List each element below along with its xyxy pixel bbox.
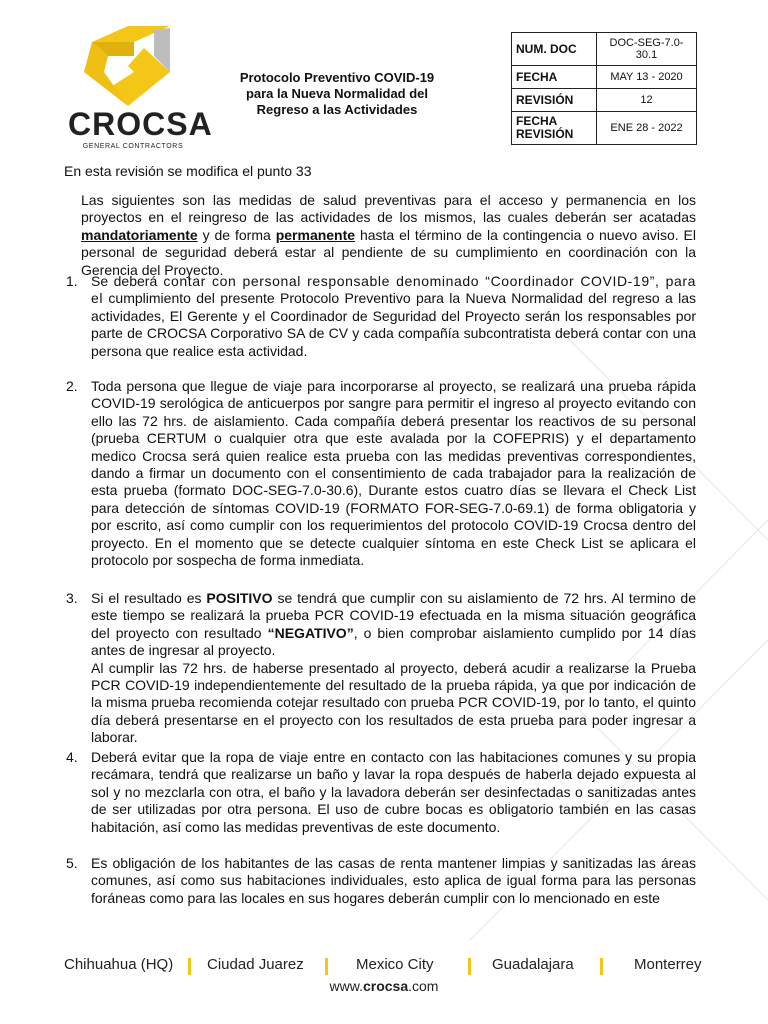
- fecha-revision-value: ENE 28 - 2022: [597, 112, 697, 145]
- footer-city: Chihuahua (HQ): [64, 956, 174, 973]
- footer-city: Mexico City: [356, 956, 434, 973]
- title-line-1: Protocolo Preventivo COVID-19: [239, 70, 435, 85]
- revision-note: En esta revisión se modifica el punto 33: [64, 163, 312, 179]
- footer-separator: [325, 958, 328, 975]
- footer-city: Guadalajara: [492, 956, 574, 973]
- footer-city: Ciudad Juarez: [207, 956, 304, 973]
- logo-mark-icon: [84, 26, 180, 108]
- list-item-number: 2.: [66, 378, 78, 394]
- revision-label: REVISIÓN: [512, 89, 597, 112]
- footer-separator: [188, 958, 191, 975]
- footer-separator: [468, 958, 471, 975]
- item-3-paragraph-1: [91, 590, 696, 660]
- list-item-text: Deberá evitar que la ropa de viaje entre en contacto con las habitaciones comunes y su propia recámara, tendrá que realizarse un baño y lavar la ropa después de haberla dejado expuesta al sol y no mezclarla con otra, el baño y la lavadora deberán ser desinfectadas o sanitizadas antes de ser utilizadas por otra persona. El uso de cubre bocas es obligatorio también en las casas habitación, así como las medidas preventivas de este documento.: [91, 749, 696, 835]
- num-doc-label: NUM. DOC: [512, 33, 597, 66]
- footer-website[interactable]: [0, 978, 768, 994]
- fecha-revision-label-line-1: FECHA: [516, 114, 558, 128]
- logo-wordmark: CROCSA: [68, 106, 213, 142]
- footer-cities: [64, 956, 704, 978]
- title-line-2: para la Nueva Normalidad del: [245, 86, 429, 101]
- list-item-number: 5.: [66, 855, 78, 871]
- intro-text-1: Las siguientes son las medidas de salud preventivas para el acceso y permanencia en los proyectos en el reingreso de las actividades de los mismos, las cuales deberán ser acatadas: [81, 192, 696, 226]
- item-1-lead: Se deberá: [91, 273, 158, 289]
- intro-text-2: y de forma: [197, 226, 276, 243]
- title-line-3: Regreso a las Actividades: [256, 102, 418, 117]
- website-brand: crocsa: [362, 978, 409, 994]
- crocsa-logo: [68, 26, 213, 150]
- fecha-revision-label-line-2: REVISIÓN: [516, 127, 574, 141]
- fecha-label: FECHA: [512, 66, 597, 89]
- intro-text-3: hasta el término de la contingencia o nuevo aviso. El personal de seguridad deberá estar al pendiente de su cumplimiento en coordinación con la Gerencia del Proyecto.: [81, 226, 696, 278]
- list-item-text: Es obligación de los habitantes de las casas de renta mantener limpias y sanitizadas las áreas comunes, así como sus habitaciones individuales, esto aplica de igual forma para las personas foráneas como para las locales en sus hogares deberán cumplir con lo mencionado en este: [91, 855, 696, 906]
- item-1-rest: cumplimiento del presente Protocolo Preventivo para la Nueva Normalidad del regreso a las actividades, El Gerente y el Coordinador de Seguridad del Proyecto serán los responsables por parte de CROCSA Corporativo SA de CV y cada compañía subcontratista deberá contar con una persona que realice esta actividad.: [91, 290, 696, 359]
- item-3-positivo: POSITIVO: [206, 590, 273, 606]
- item-3-negativo: “NEGATIVO”: [267, 624, 354, 641]
- footer-city: Monterrey: [634, 956, 702, 973]
- fecha-value: MAY 13 - 2020: [597, 66, 697, 89]
- item-3-text-c: , o bien comprobar aislamiento cumplido por 14 días antes de ingresar al proyecto.: [91, 624, 696, 659]
- revision-value: 12: [597, 89, 697, 112]
- list-item-text: [91, 590, 696, 747]
- website-suffix: .com: [408, 978, 439, 994]
- intro-permanent: permanente: [275, 226, 356, 243]
- website-prefix: www.: [329, 978, 363, 994]
- list-item-number: 1.: [66, 273, 78, 289]
- item-3-paragraph-2: Al cumplir las 72 hrs. de haberse presentado al proyecto, deberá acudir a realizarse la Prueba PCR COVID-19 independientemente del resultado de la prueba rápida, ya que por indicación de la misma prueba recomienda cotejar resultado con prueba PCR COVID-19, por lo tanto, el quinto día deberá presentarse en el proyecto con los resultados de esta prueba para poder ingresar a laborar.: [91, 659, 696, 746]
- intro-mandatory: mandatoriamente: [81, 226, 198, 243]
- fecha-revision-label: [512, 112, 597, 145]
- logo-tagline: GENERAL CONTRACTORS: [82, 143, 184, 150]
- item-3-text-b: se tendrá que cumplir con su aislamiento de 72 hrs. Al termino de este tiempo se realizará la prueba PCR COVID-19 efectuada en la misma situación geográfica del proyecto con resultado: [91, 590, 696, 641]
- intro-paragraph: [81, 192, 696, 279]
- document-meta-table: [511, 32, 697, 145]
- list-item-text: [91, 273, 696, 360]
- document-title: [232, 70, 442, 118]
- footer-separator: [600, 958, 603, 975]
- num-doc-value: DOC-SEG-7.0-30.1: [597, 33, 697, 66]
- list-item-number: 3.: [66, 590, 78, 606]
- item-3-text-a: Si el resultado es: [91, 590, 207, 606]
- list-item-text: Toda persona que llegue de viaje para incorporarse al proyecto, se realizará una prueba rápida COVID-19 serológica de anticuerpos por sangre para permitir el ingreso al proyecto evitando con ello las 72 hrs. de aislamiento. Cada compañía deberá presentar los reactivos de su personal (prueba CERTUM o cualquier otra que este avalada por la COFEPRIS) y el departamento medico Crocsa será quien realice esta prueba con las medidas preventivas correspondientes, dando a firmar un documento con el consentimiento de cada trabajador para la realización de esta prueba (formato DOC-SEG-7.0-30.6), Durante estos cuatro días se llevara el Check List para detección de síntomas COVID-19 (FORMATO FOR-SEG-7.0-69.1) de forma obligatoria y por escrito, así como cumplir con los requerimientos del protocolo COVID-19 Crocsa dentro del proyecto. En el momento que se detecte cualquier síntoma en este Check List se aplicara el protocolo por sospecha de forma inmediata.: [91, 378, 696, 569]
- item-1-spaced: contar con personal responsable denominado “Coordinador COVID-19”, para el: [91, 273, 696, 307]
- list-item-number: 4.: [66, 749, 78, 765]
